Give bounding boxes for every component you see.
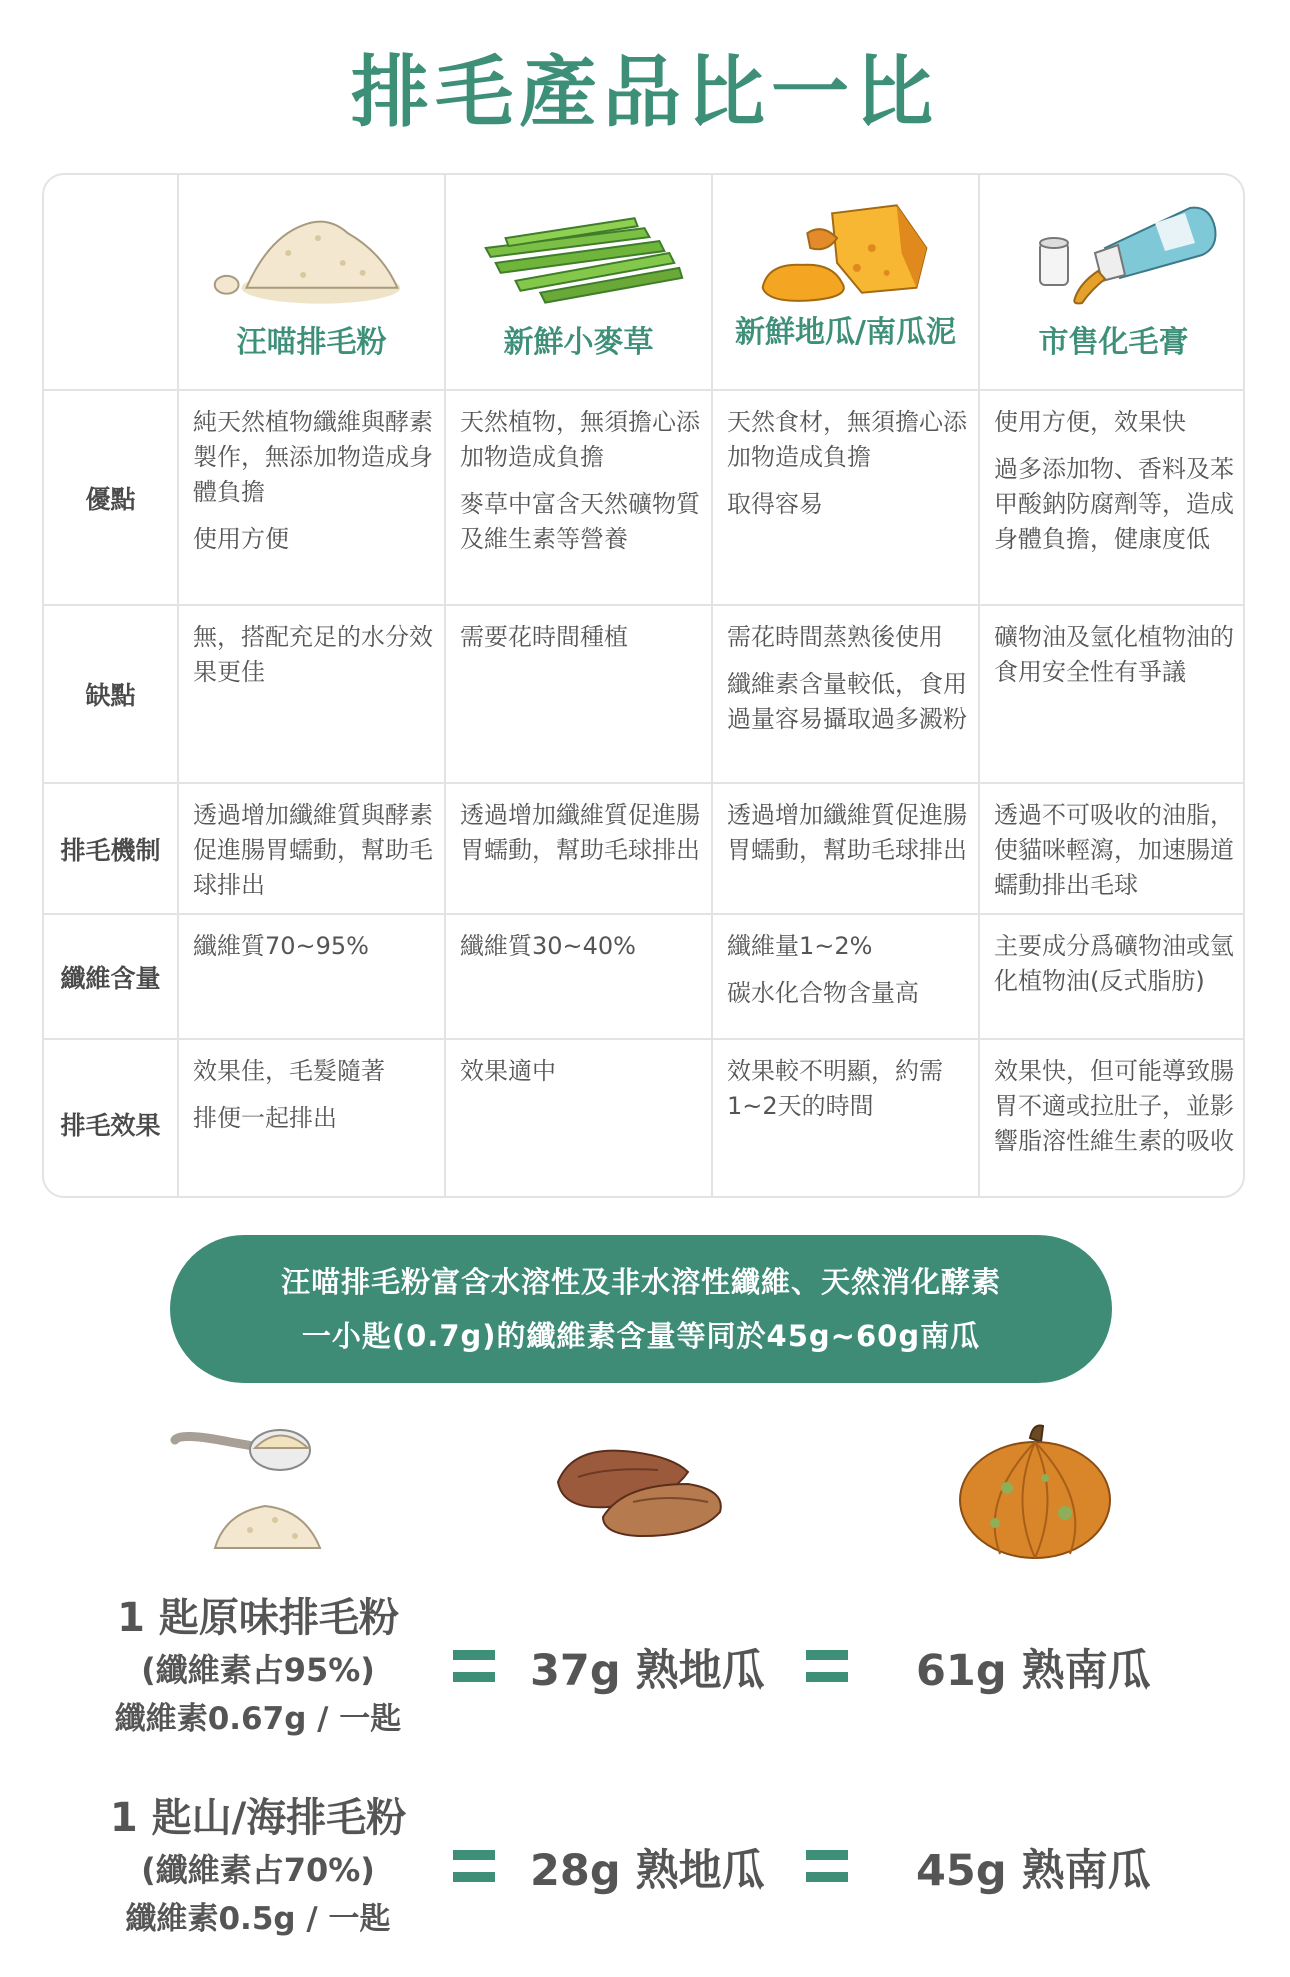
row-label-mechanism: 排毛機制	[44, 783, 178, 914]
column-header-paste	[979, 175, 1245, 390]
equals-icon	[453, 1650, 495, 1682]
table-cell: 天然植物，無須擔心添加物造成負擔 麥草中富含天然礦物質及維生素等營養	[445, 390, 712, 605]
table-cell: 纖維質70~95%	[178, 914, 445, 1039]
page-title: 排毛產品比一比	[350, 48, 939, 138]
column-label: 新鮮地瓜/南瓜泥	[735, 315, 956, 350]
fiber-banner	[170, 1235, 1112, 1383]
table-cell: 透過增加纖維質與酵素促進腸胃蠕動，幫助毛球排出	[178, 783, 445, 914]
table-cell: 透過不可吸收的油脂，使貓咪輕瀉，加速腸道蠕動排出毛球	[979, 783, 1245, 914]
equation-source	[88, 1790, 428, 1944]
equation-pumpkin: 61g 熟南瓜	[916, 1646, 1151, 1696]
table-cell: 主要成分爲礦物油或氫化植物油(反式脂肪)	[979, 914, 1245, 1039]
table-cell: 需花時間蒸熟後使用 纖維素含量較低，食用過量容易攝取過多澱粉	[712, 605, 979, 783]
row-label-cons: 缺點	[44, 605, 178, 783]
equation-potato: 37g 熟地瓜	[530, 1646, 765, 1696]
table-cell: 需要花時間種植	[445, 605, 712, 783]
row-label-effect: 排毛效果	[44, 1039, 178, 1198]
paste-tube-icon	[980, 193, 1245, 313]
equation-potato: 28g 熟地瓜	[530, 1846, 765, 1896]
column-header-powder	[178, 175, 445, 390]
table-cell: 透過增加纖維質促進腸胃蠕動，幫助毛球排出	[712, 783, 979, 914]
equation-percent: (纖維素占95%)	[141, 1651, 375, 1689]
table-cell: 天然食材，無須擔心添加物造成負擔 取得容易	[712, 390, 979, 605]
mashed-pumpkin-icon	[713, 193, 978, 313]
equals-icon	[806, 1850, 848, 1882]
banner-line: 汪喵排毛粉富含水溶性及非水溶性纖維、天然消化酵素	[280, 1265, 1001, 1299]
equation-source	[88, 1590, 428, 1744]
table-cell: 透過增加纖維質促進腸胃蠕動，幫助毛球排出	[445, 783, 712, 914]
equals-icon	[453, 1850, 495, 1882]
column-label: 市售化毛膏	[1038, 325, 1189, 360]
equation-title: 1 匙山/海排毛粉	[109, 1795, 407, 1841]
column-label: 新鮮小麥草	[503, 325, 654, 360]
table-cell: 效果適中	[445, 1039, 712, 1198]
row-label-fiber: 纖維含量	[44, 914, 178, 1039]
sweet-potato-icon	[548, 1432, 733, 1544]
column-header-wheatgrass	[445, 175, 712, 390]
table-cell: 纖維量1~2% 碳水化合物含量高	[712, 914, 979, 1039]
column-header-pumpkin-mash	[712, 175, 979, 390]
table-cell: 效果較不明顯，約需1~2天的時間	[712, 1039, 979, 1198]
spoon-powder-icon	[170, 1418, 350, 1558]
equals-icon	[806, 1650, 848, 1682]
equation-amount: 纖維素0.67g / 一匙	[114, 1701, 402, 1737]
table-corner	[44, 175, 178, 390]
table-cell: 使用方便，效果快 過多添加物、香料及苯甲酸鈉防腐劑等，造成身體負擔，健康度低	[979, 390, 1245, 605]
column-label: 汪喵排毛粉	[236, 325, 387, 360]
equation-amount: 纖維素0.5g / 一匙	[125, 1901, 391, 1937]
banner-line: 一小匙(0.7g)的纖維素含量等同於45g~60g南瓜	[301, 1319, 981, 1353]
pumpkin-icon	[955, 1418, 1115, 1560]
equation-title: 1 匙原味排毛粉	[117, 1595, 399, 1641]
table-cell: 纖維質30~40%	[445, 914, 712, 1039]
equation-pumpkin: 45g 熟南瓜	[916, 1846, 1151, 1896]
equation-percent: (纖維素占70%)	[141, 1851, 375, 1889]
table-cell: 純天然植物纖維與酵素製作，無添加物造成身體負擔 使用方便	[178, 390, 445, 605]
wheatgrass-icon	[446, 193, 711, 313]
table-cell: 效果快，但可能導致腸胃不適或拉肚子，並影響脂溶性維生素的吸收	[979, 1039, 1245, 1198]
table-cell: 效果佳，毛髮隨著 排便一起排出	[178, 1039, 445, 1198]
comparison-table	[42, 173, 1245, 1198]
table-cell: 無，搭配充足的水分效果更佳	[178, 605, 445, 783]
equation-row	[0, 1590, 1290, 1750]
row-label-pros: 優點	[44, 390, 178, 605]
table-cell: 礦物油及氫化植物油的食用安全性有爭議	[979, 605, 1245, 783]
equation-row	[0, 1790, 1290, 1950]
powder-pile-icon	[179, 193, 444, 313]
